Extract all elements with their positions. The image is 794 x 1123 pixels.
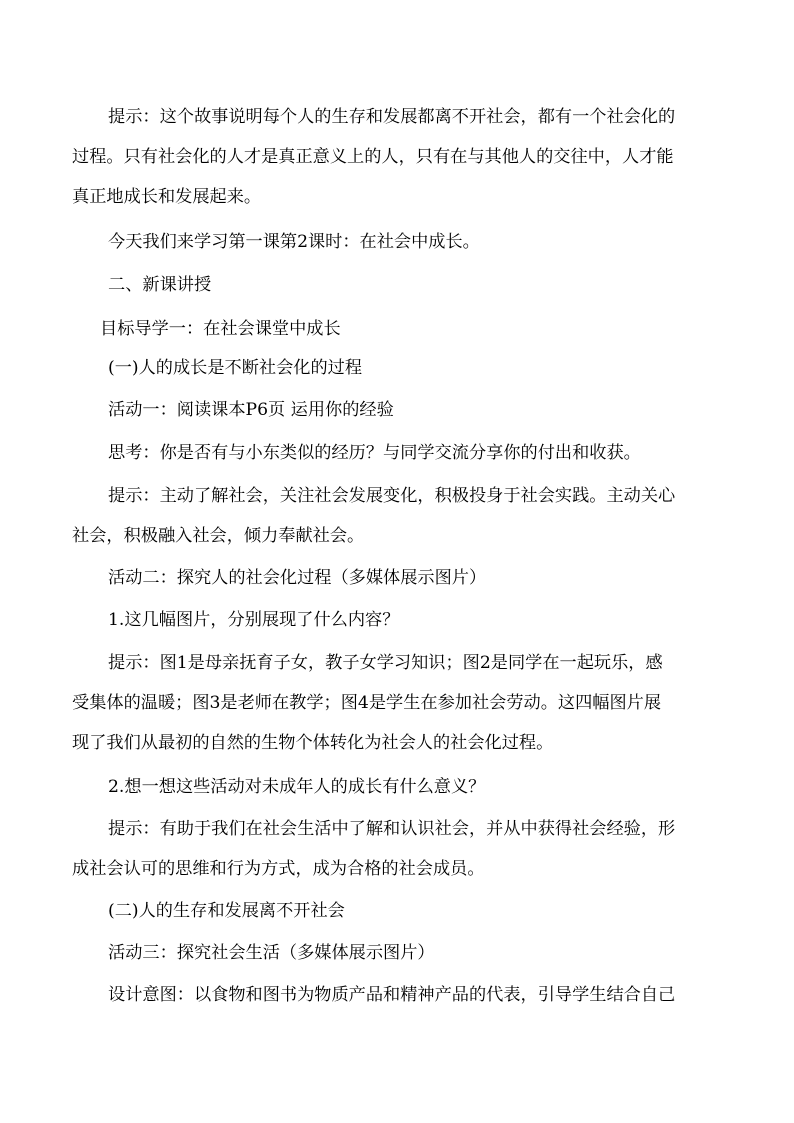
text-line: 社会，积极融入社会，倾力奉献社会。 xyxy=(72,526,365,546)
activity-1 xyxy=(0,390,794,430)
section-heading-new-lesson xyxy=(0,265,794,305)
text-line: 提示：这个故事说明每个人的生存和发展都离不开社会，都有一个社会化的 xyxy=(108,107,676,127)
text-line: 提示：有助于我们在社会生活中了解和认识社会，并从中获得社会经验，形 xyxy=(108,819,676,839)
text-line: 受集体的温暖；图3是老师在教学；图4是学生在参加社会劳动。这四幅图片展 xyxy=(72,693,662,713)
paragraph-hint-3 xyxy=(0,643,794,763)
paragraph-hint-2 xyxy=(0,476,794,556)
text-line: (二)人的生存和发展离不开社会 xyxy=(108,901,345,921)
paragraph-hint-1 xyxy=(0,97,794,217)
subheading-1 xyxy=(0,348,794,388)
text-line: 成社会认可的思维和行为方式，成为合格的社会成员。 xyxy=(72,859,485,879)
text-line: 设计意图：以食物和图书为物质产品和精神产品的代表，引导学生结合自己 xyxy=(108,985,676,1005)
question-1 xyxy=(0,600,794,640)
text-line: 2.想一想这些活动对未成年人的成长有什么意义？ xyxy=(108,777,486,797)
text-line: 提示：图1是母亲抚育子女，教子女学习知识；图2是同学在一起玩乐，感 xyxy=(108,653,663,673)
paragraph-hint-4 xyxy=(0,809,794,889)
design-intent xyxy=(0,975,794,1015)
text-line: 今天我们来学习第一课第2课时：在社会中成长。 xyxy=(108,232,480,252)
activity-2 xyxy=(0,558,794,598)
text-line: 过程。只有社会化的人才是真正意义上的人，只有在与其他人的交往中，人才能 xyxy=(72,147,674,167)
think-paragraph xyxy=(0,433,794,473)
subheading-2 xyxy=(0,891,794,931)
text-line: 二、新课讲授 xyxy=(108,275,212,295)
activity-3 xyxy=(0,933,794,973)
text-line: 活动三：探究社会生活（多媒体展示图片） xyxy=(108,943,435,963)
text-line: 活动一：阅读课本P6页 运用你的经验 xyxy=(108,400,394,420)
text-line: 1.这几幅图片，分别展现了什么内容？ xyxy=(108,610,400,630)
question-2 xyxy=(0,767,794,807)
text-line: 真正地成长和发展起来。 xyxy=(72,187,262,207)
text-line: 现了我们从最初的自然的生物个体转化为社会人的社会化过程。 xyxy=(72,733,554,753)
text-line: 思考：你是否有与小东类似的经历？与同学交流分享你的付出和收获。 xyxy=(108,443,641,463)
text-line: 活动二：探究人的社会化过程（多媒体展示图片） xyxy=(108,568,487,588)
paragraph-intro xyxy=(0,222,794,262)
goal-heading-1 xyxy=(0,309,794,349)
text-line: (一)人的成长是不断社会化的过程 xyxy=(108,358,363,378)
text-line: 目标导学一：在社会课堂中成长 xyxy=(100,319,341,339)
text-line: 提示：主动了解社会，关注社会发展变化，积极投身于社会实践。主动关心 xyxy=(108,486,676,506)
